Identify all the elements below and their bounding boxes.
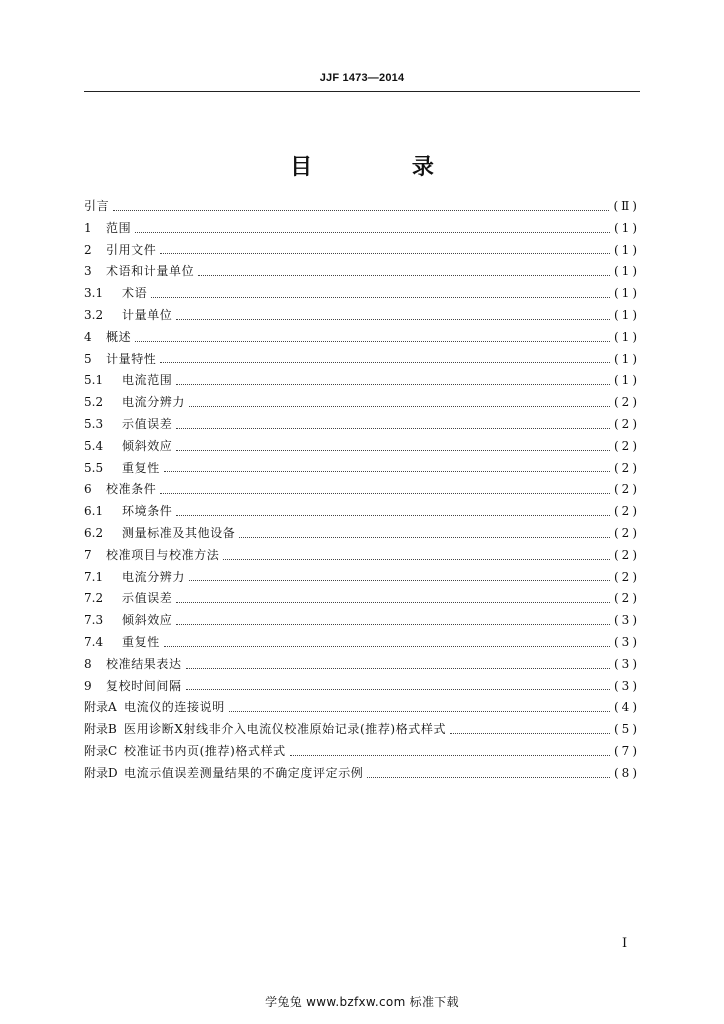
toc-entry-title: 示值误差 [122, 416, 173, 431]
toc-entry-page: (Ⅱ) [613, 199, 640, 213]
toc-entry-title: 计量特性 [106, 351, 157, 366]
toc-entry [84, 633, 640, 655]
toc-entry [84, 546, 640, 568]
toc-entry-page: (2) [614, 438, 640, 453]
dot-leader [186, 689, 610, 690]
toc-entry-number: 附录B [84, 722, 117, 737]
toc-entry-page: (1) [614, 351, 640, 366]
toc-entry-number: 5.5 [84, 460, 104, 475]
toc-entry-title: 术语和计量单位 [106, 264, 195, 279]
toc-entry-number: 5.2 [84, 395, 104, 410]
toc-entry-title: 测量标准及其他设备 [122, 525, 236, 540]
toc-entry-page: (3) [614, 634, 640, 649]
toc-entry [84, 262, 640, 284]
toc-entry [84, 742, 640, 764]
toc-entry-number: 7.4 [84, 634, 104, 649]
toc-entry-number: 5.3 [84, 416, 104, 431]
toc-entry-page: (2) [614, 547, 640, 562]
toc-entry-page: (7) [614, 743, 640, 758]
toc-entry-title: 电流分辨力 [122, 395, 186, 410]
dot-leader [189, 406, 610, 407]
dot-leader [176, 428, 610, 429]
dot-leader [160, 362, 610, 363]
toc-entry-title: 医用诊断X射线非介入电流仪校准原始记录(推荐)格式样式 [124, 722, 447, 737]
dot-leader [186, 668, 610, 669]
toc-entry-number: 附录D [84, 765, 118, 780]
toc-entry [84, 480, 640, 502]
toc-entry-page: (1) [614, 286, 640, 301]
dot-leader [176, 319, 610, 320]
toc-entry [84, 677, 640, 699]
toc-entry-title: 概述 [106, 329, 132, 344]
page-number: I [622, 936, 628, 951]
table-of-contents [84, 197, 640, 786]
dot-leader [450, 733, 610, 734]
toc-entry-number: 9 [84, 678, 92, 693]
toc-entry-number: 7.1 [84, 569, 104, 584]
dot-leader [160, 493, 610, 494]
toc-entry [84, 568, 640, 590]
toc-entry [84, 241, 640, 263]
toc-entry-title: 环境条件 [122, 504, 173, 519]
toc-entry-page: (2) [614, 460, 640, 475]
toc-entry-page: (2) [614, 395, 640, 410]
toc-entry-number: 6.2 [84, 525, 104, 540]
toc-entry-number: 6 [84, 482, 92, 497]
toc-entry-title: 校准证书内页(推荐)格式样式 [124, 743, 286, 758]
toc-entry-number: 5.1 [84, 373, 104, 388]
footer-watermark: 学兔兔 www.bzfxw.com 标准下载 [265, 995, 459, 1009]
toc-entry-number: 3.1 [84, 286, 104, 301]
toc-entry-number: 7.3 [84, 613, 104, 628]
toc-entry [84, 720, 640, 742]
toc-entry-page: (1) [614, 264, 640, 279]
toc-entry-page: (1) [614, 329, 640, 344]
toc-entry-page: (2) [614, 504, 640, 519]
toc-entry-title: 电流仪的连接说明 [124, 700, 225, 715]
toc-entry-page: (2) [614, 591, 640, 606]
toc-entry-page: (1) [614, 220, 640, 235]
dot-leader [160, 253, 610, 254]
toc-entry [84, 306, 640, 328]
dot-leader [135, 341, 610, 342]
toc-entry-number: 4 [84, 329, 92, 344]
toc-entry-title: 电流范围 [122, 373, 173, 388]
toc-entry-title: 范围 [106, 220, 132, 235]
toc-entry [84, 219, 640, 241]
toc-entry-number: 附录A [84, 700, 117, 715]
dot-leader [176, 602, 610, 603]
toc-entry-page: (2) [614, 525, 640, 540]
toc-entry-page: (2) [614, 569, 640, 584]
toc-entry-title: 倾斜效应 [122, 438, 173, 453]
toc-entry-page: (5) [614, 722, 640, 737]
toc-entry [84, 698, 640, 720]
toc-entry-page: (8) [614, 765, 640, 780]
toc-entry-title: 重复性 [122, 634, 160, 649]
toc-entry-page: (3) [614, 613, 640, 628]
toc-entry-title: 计量单位 [122, 307, 173, 322]
toc-entry-number: 附录C [84, 743, 118, 758]
dot-leader [113, 210, 609, 211]
page-title: 目 录 [290, 155, 480, 180]
toc-entry-number: 6.1 [84, 504, 104, 519]
toc-entry [84, 589, 640, 611]
dot-leader [198, 275, 610, 276]
dot-leader [189, 580, 610, 581]
dot-leader [176, 624, 610, 625]
toc-entry [84, 371, 640, 393]
header-divider [84, 91, 640, 92]
dot-leader [290, 755, 610, 756]
toc-entry-title: 引用文件 [106, 242, 157, 257]
toc-entry-number: 1 [84, 220, 92, 235]
toc-entry-page: (4) [614, 700, 640, 715]
toc-entry [84, 350, 640, 372]
toc-entry [84, 459, 640, 481]
toc-entry-title: 引言 [84, 199, 110, 213]
toc-entry-title: 校准结果表达 [106, 656, 182, 671]
toc-entry-title: 校准条件 [106, 482, 157, 497]
toc-entry-number: 3.2 [84, 307, 104, 322]
toc-entry [84, 197, 640, 219]
toc-entry-title: 术语 [122, 286, 148, 301]
dot-leader [176, 450, 610, 451]
toc-entry-page: (1) [614, 307, 640, 322]
toc-entry-page: (3) [614, 678, 640, 693]
toc-entry-number: 8 [84, 656, 92, 671]
toc-entry-title: 电流示值误差测量结果的不确定度评定示例 [124, 765, 364, 780]
dot-leader [229, 711, 610, 712]
toc-entry [84, 437, 640, 459]
toc-entry-page: (1) [614, 242, 640, 257]
toc-entry [84, 764, 640, 786]
toc-entry [84, 655, 640, 677]
dot-leader [176, 515, 610, 516]
toc-entry-number: 7 [84, 547, 92, 562]
dot-leader [164, 471, 610, 472]
toc-entry-number: 3 [84, 264, 92, 279]
toc-entry [84, 524, 640, 546]
dot-leader [367, 777, 610, 778]
toc-entry [84, 415, 640, 437]
toc-entry [84, 611, 640, 633]
toc-entry-title: 校准项目与校准方法 [106, 547, 220, 562]
toc-entry [84, 502, 640, 524]
toc-entry-title: 示值误差 [122, 591, 173, 606]
toc-entry [84, 284, 640, 306]
toc-entry-page: (2) [614, 482, 640, 497]
toc-entry-title: 复校时间间隔 [106, 678, 182, 693]
dot-leader [239, 537, 610, 538]
toc-entry [84, 393, 640, 415]
dot-leader [135, 232, 610, 233]
dot-leader [223, 559, 610, 560]
toc-entry-page: (2) [614, 416, 640, 431]
toc-entry-page: (3) [614, 656, 640, 671]
toc-entry-number: 7.2 [84, 591, 104, 606]
toc-entry-number: 5 [84, 351, 92, 366]
toc-entry [84, 328, 640, 350]
toc-entry-number: 5.4 [84, 438, 104, 453]
dot-leader [164, 646, 610, 647]
dot-leader [151, 297, 610, 298]
dot-leader [176, 384, 610, 385]
toc-entry-number: 2 [84, 242, 92, 257]
toc-entry-page: (1) [614, 373, 640, 388]
toc-entry-title: 重复性 [122, 460, 160, 475]
toc-entry-title: 电流分辨力 [122, 569, 186, 584]
standard-code-header: JJF 1473—2014 [319, 72, 405, 84]
toc-entry-title: 倾斜效应 [122, 613, 173, 628]
